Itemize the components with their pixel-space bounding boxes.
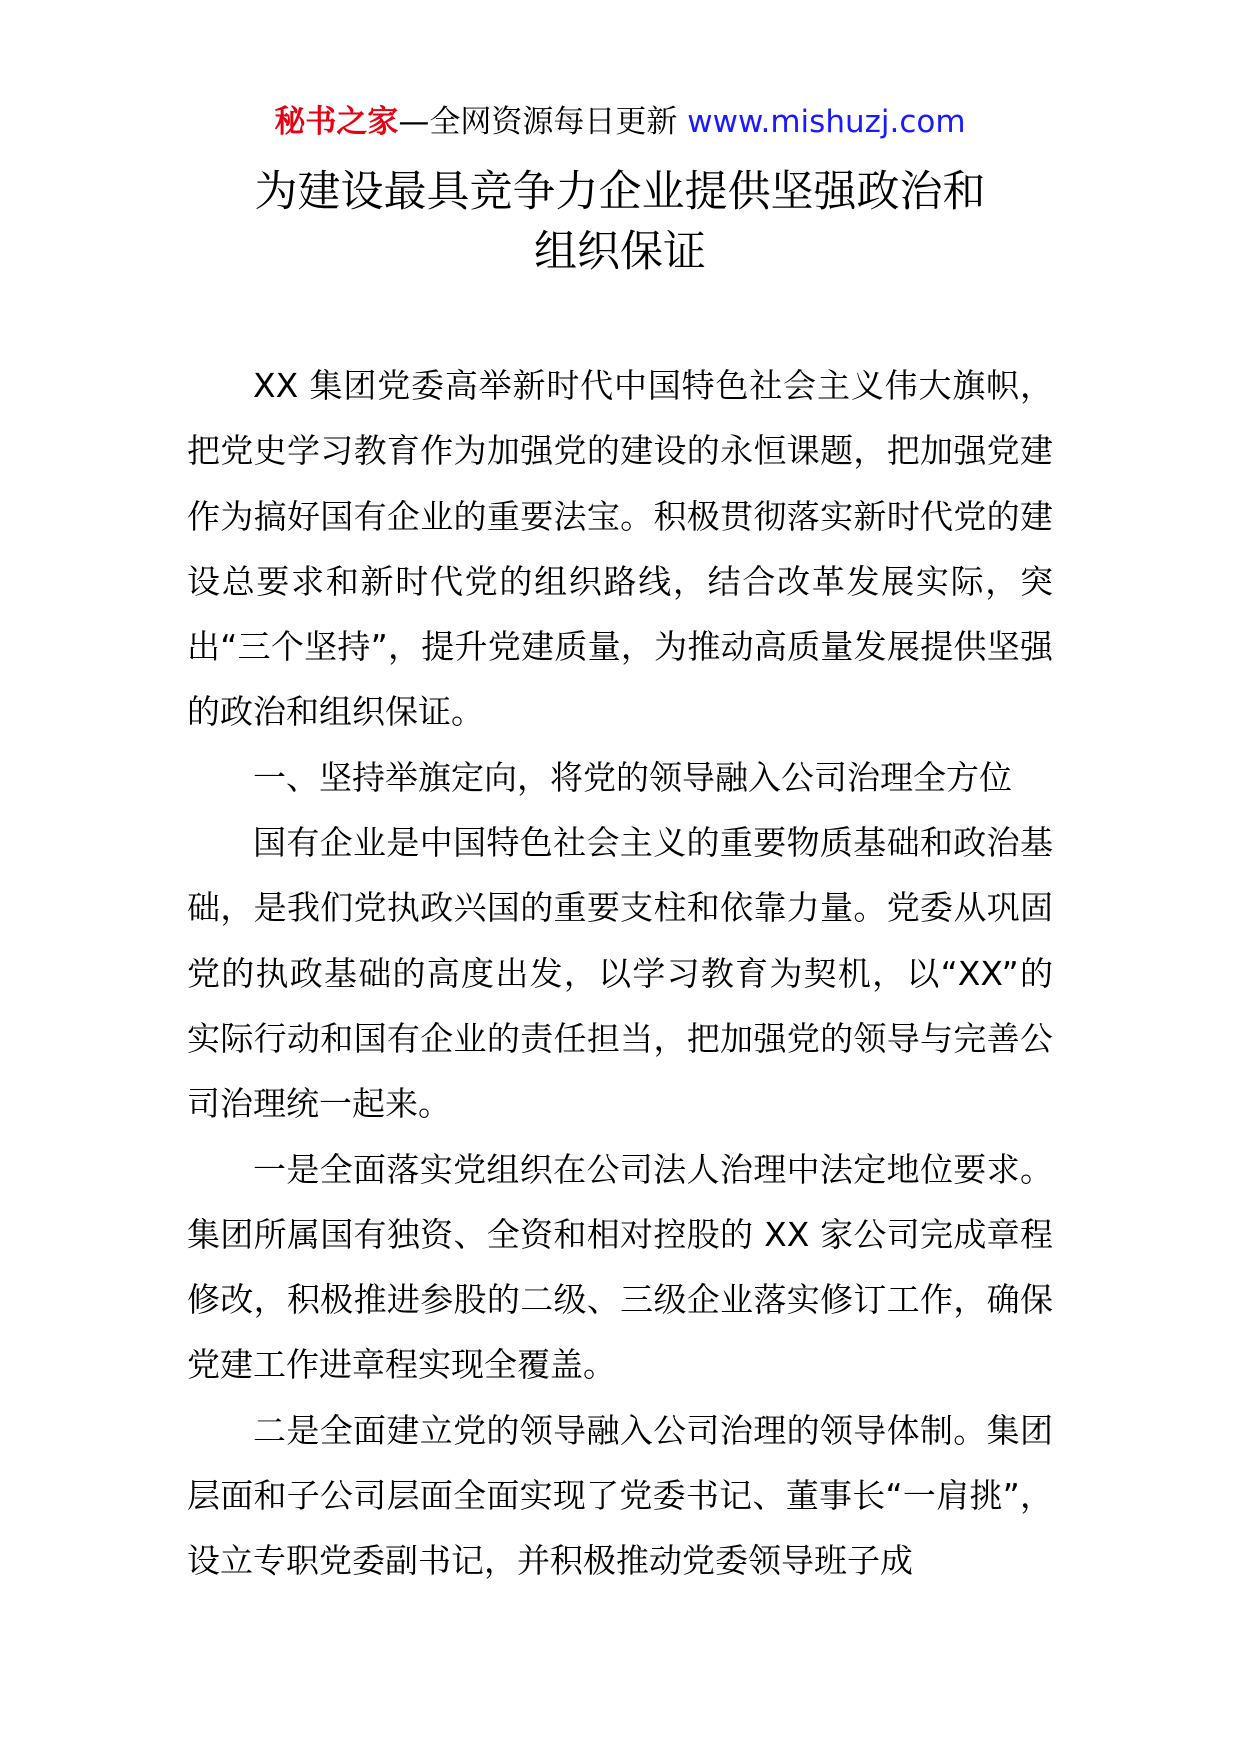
section-heading-1: 一、坚持举旗定向，将党的领导融入公司治理全方位 — [253, 757, 1012, 797]
document-title-line-1: 为建设最具竞争力企业提供坚强政治和 — [254, 167, 986, 217]
document-title — [120, 162, 1120, 282]
brand-name: 秘书之家 — [274, 104, 399, 140]
document-title-line-2: 组织保证 — [534, 227, 706, 277]
point-1-paragraph: 一是全面落实党组织在公司法人治理中法定地位要求。集团所属国有独资、全资和相对控股的 XX 家公司完成章程修改，积极推进参股的二级、三级企业落实修订工作，确保党建工作进章程实现全覆盖。 — [187, 1149, 1053, 1385]
brand-slogan: —全网资源每日更新 — [398, 104, 678, 140]
section-1-paragraph: 国有企业是中国特色社会主义的重要物质基础和政治基础，是我们党执政兴国的重要支柱和依靠力量。党委从巩固党的执政基础的高度出发，以学习教育为契机，以“XX”的实际行动和国有企业的责任担当，把加强党的领导与完善公司治理统一起来。 — [187, 823, 1053, 1124]
website-link[interactable]: www.mishuzj.com — [687, 104, 966, 140]
intro-paragraph: XX 集团党委高举新时代中国特色社会主义伟大旗帜，把党史学习教育作为加强党的建设的永恒课题，把加强党建作为搞好国有企业的重要法宝。积极贯彻落实新时代党的建设总要求和新时代党的组织路线，结合改革发展实际，突出“三个坚持”，提升党建质量，为推动高质量发展提供坚强的政治和组织保证。 — [187, 366, 1053, 732]
point-2-paragraph: 二是全面建立党的领导融入公司治理的领导体制。集团层面和子公司层面全面实现了党委书记、董事长“一肩挑”，设立专职党委副书记，并积极推动党委领导班子成 — [187, 1410, 1053, 1581]
watermark-header — [0, 100, 1240, 144]
document-body — [187, 353, 1053, 1594]
